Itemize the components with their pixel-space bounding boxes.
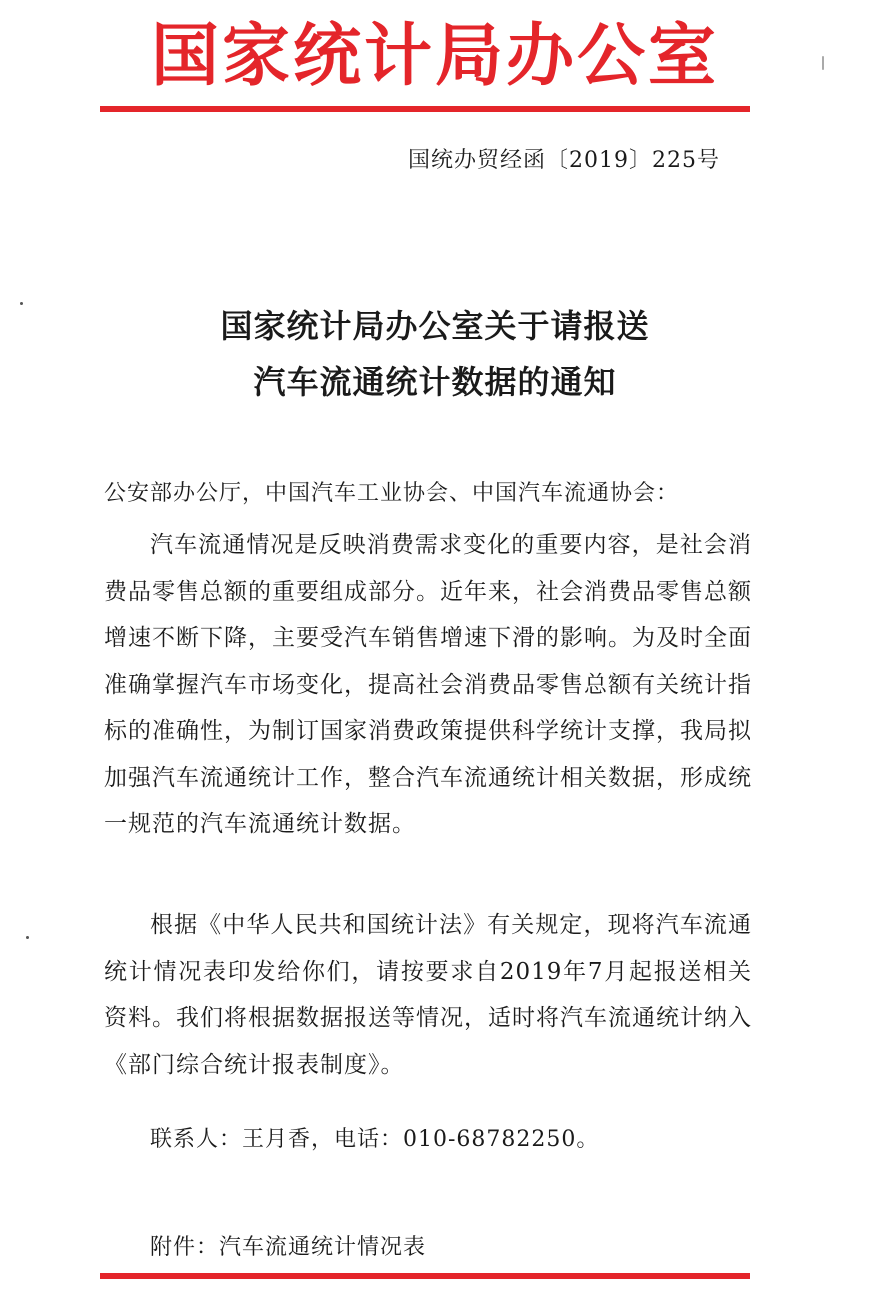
scan-speck [20, 302, 23, 305]
organization-header: 国家统计局办公室 [150, 16, 719, 96]
footer-red-rule [100, 1273, 750, 1279]
scan-speck [26, 936, 29, 939]
document-title-line-2: 汽车流通统计数据的通知 [253, 363, 617, 401]
attachment-line: 附件：汽车流通统计情况表 [150, 1235, 427, 1260]
header-red-rule [100, 106, 750, 112]
body-paragraph-1: 汽车流通情况是反映消费需求变化的重要内容，是社会消费品零售总额的重要组成部分。近年来，社会消费品零售总额增速不断下降，主要受汽车销售增速下滑的影响。为及时全面准确掌握汽车市场变化，提高社会消费品零售总额有关统计指标的准确性，为制订国家消费政策提供科学统计支撑，我局拟加强汽车流通统计工作，整合汽车流通统计相关数据，形成统一规范的汽车流通统计数据。 [104, 532, 752, 837]
body-paragraph-2: 根据《中华人民共和国统计法》有关规定，现将汽车流通统计情况表印发给你们，请按要求自2019年7月起报送相关资料。我们将根据数据报送等情况，适时将汽车流通统计纳入《部门综合统计报表制度》。 [104, 912, 752, 1078]
addressee: 公安部办公厅，中国汽车工业协会、中国汽车流通协会： [104, 481, 680, 506]
scan-mark [822, 56, 824, 70]
document-number: 国统办贸经函〔2019〕225号 [408, 148, 720, 173]
document-title-line-1: 国家统计局办公室关于请报送 [220, 307, 650, 345]
contact-line: 联系人：王月香，电话：010-68782250。 [150, 1127, 600, 1152]
